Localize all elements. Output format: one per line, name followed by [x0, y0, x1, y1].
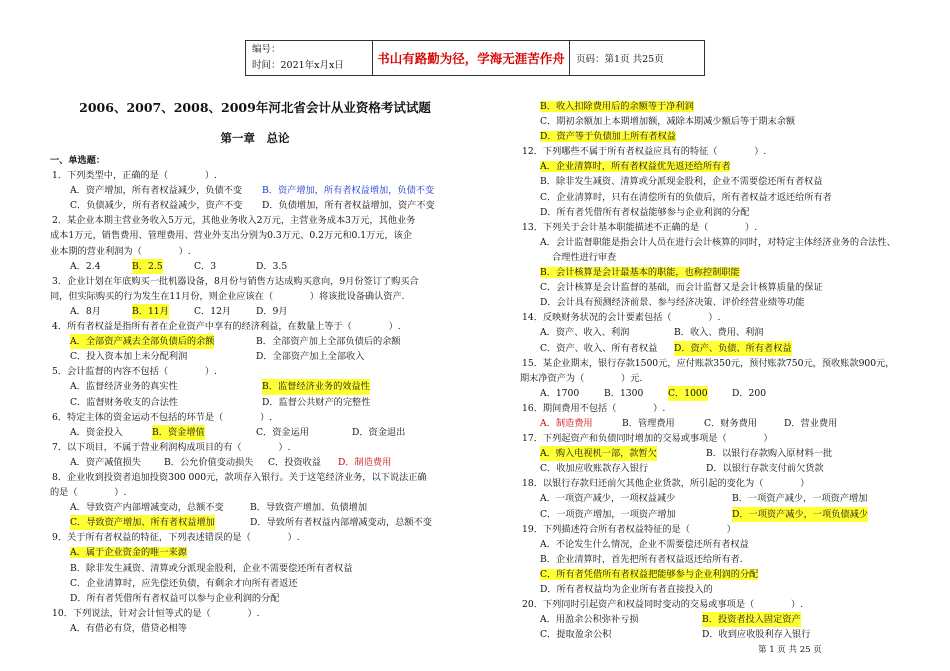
option: D．所有者权益均为企业所有者直接投入的 — [540, 584, 713, 595]
option-row — [520, 612, 918, 627]
answer-option: A．企业清算时，所有者权益优先返还给所有者 — [540, 161, 731, 173]
option: C．企业清算时，只有在清偿所有的负债后，所有者权益才返还给所有者 — [540, 191, 832, 203]
option: A．导致资产内部增减变动，总额不变 — [70, 502, 224, 514]
time-label: 时间：2021年x月x日 — [252, 60, 344, 71]
option-row — [520, 341, 918, 356]
question-line: 业本期的营业利润为（ ）. — [50, 245, 191, 257]
question: 18．以银行存款归还前欠其他企业货款，所引起的变化为（ ） — [522, 478, 810, 490]
option-row — [50, 455, 460, 470]
option-row — [50, 425, 460, 440]
option-row — [520, 491, 918, 506]
page-label: 页码：第1页 共25页 — [576, 54, 664, 65]
option: B．一项资产减少，一项资产增加 — [732, 493, 868, 505]
option: C．资产、收入、所有者权益 — [540, 342, 658, 354]
option: C．负债减少，所有者权益减少，资产不变 — [70, 200, 243, 212]
option-row — [50, 259, 460, 274]
option: C．会计核算是会计监督的基础，而会计监督又是会计核算质量的保证 — [540, 282, 823, 294]
question: 16．期间费用不包括（ ）. — [522, 402, 666, 414]
option: D．营业费用 — [784, 417, 838, 429]
option: A．资产、收入、利润 — [540, 327, 630, 339]
option: A．会计监督职能是指会计人员在进行会计核算的同时，对特定主体经济业务的合法性、 — [540, 236, 896, 248]
question: 12．下列哪些不属于所有者权益应具有的特征（ ）. — [522, 146, 767, 158]
option: B．以银行存款购入原材料一批 — [706, 448, 833, 460]
option: C．投入资本加上未分配利润 — [70, 351, 188, 363]
option: C．期初余额加上本期增加额，减除本期减少额后等于期末余额 — [540, 116, 796, 128]
answer-option: C．1000 — [668, 386, 708, 401]
option: D．资金退出 — [352, 426, 406, 438]
option: B．除非发生减资、清算或分派现金股利，企业不需要偿还所有者权益 — [70, 562, 353, 574]
answer-option: B．资金增值 — [152, 425, 205, 440]
answer-option: A．属于企业资金的唯一来源 — [70, 547, 187, 559]
answer-option: A．全部资产减去全部负债后的余额 — [70, 334, 214, 349]
option: D．监督公共财产的完整性 — [262, 396, 371, 408]
option: C．投资收益 — [268, 456, 321, 468]
option-row — [50, 349, 460, 364]
question-line: 同，但实际购买的行为发生在11月份，则企业应该在（ ）将该批设备确认资产. — [50, 290, 405, 302]
question: 20．下列同时引起资产和权益同时变动的交易或事项是（ ）. — [522, 599, 804, 611]
option: D．会计具有预测经济前景、参与经济决策、评价经营业绩等功能 — [540, 297, 805, 309]
option: A．1700 — [540, 387, 580, 399]
section-heading: 一、单选题： — [50, 155, 106, 166]
question-line: 成本1万元，销售费用、管理费用、营业外支出分别为0.3万元、0.2万元和0.1万元，该企 — [50, 230, 413, 242]
answer-option: A．购入电视机一部，款暂欠 — [540, 446, 657, 461]
answer-option: B．投资者投入固定资产 — [702, 612, 801, 627]
question: 14．反映财务状况的会计要素包括（ ）. — [522, 312, 721, 324]
option: A．有借必有贷，借贷必相等 — [70, 622, 187, 634]
option-row — [50, 304, 460, 319]
option-row — [50, 515, 460, 530]
page-header — [245, 40, 705, 76]
option: A．资金投入 — [70, 426, 123, 438]
option-row — [50, 198, 460, 213]
question-line: 期末净资产为（ ）元. — [520, 372, 643, 384]
option: C．财务费用 — [704, 417, 757, 429]
question: 17．下列起资产和负债同时增加的交易或事项是（ ） — [522, 433, 773, 445]
page-footer: 第 1 页 共 25 页 — [758, 645, 822, 655]
option: A．一项资产减少，一项权益减少 — [540, 493, 676, 505]
answer-option: D．制造费用 — [338, 456, 392, 468]
option: D．导致所有者权益内部增减变动，总额不变 — [250, 517, 432, 529]
option-row — [520, 416, 918, 431]
answer-option: C．所有者凭借所有者权益把能够参与企业利润的分配 — [540, 568, 759, 580]
option-row — [50, 395, 460, 410]
question: 6．特定主体的资金运动不包括的环节是（ ）. — [52, 411, 273, 423]
option: B．1300 — [604, 387, 644, 399]
question-line: 2．某企业本期主营业务收入5万元，其他业务收入2万元，主营业务成本3万元，其他业务 — [52, 215, 416, 227]
answer-option: B．监督经济业务的效益性 — [262, 379, 370, 394]
option: A．不论发生什么情况，企业不需要偿还所有者权益 — [540, 538, 749, 550]
question: 1．下列类型中，正确的是（ ）. — [52, 170, 217, 182]
answer-option: D．资产等于负债加上所有者权益 — [540, 131, 676, 143]
chapter-title: 第一章 总论 — [220, 131, 290, 145]
question: 4．所有者权益是指所有者在企业资产中享有的经济利益，在数量上等于（ ）. — [52, 321, 401, 333]
question: 19．下列描述符合所有者权益特征的是（ ） — [522, 523, 736, 535]
header-meta — [246, 41, 373, 75]
option: D．负债增加，所有者权益增加，资产不变 — [262, 200, 435, 212]
question: 13．下列关于会计基本职能描述不正确的是（ ）. — [522, 221, 758, 233]
option-row — [520, 627, 918, 642]
option: A．监督经济业务的真实性 — [70, 381, 178, 393]
document-title: 2006、2007、2008、2009年河北省会计从业资格考试试题 — [79, 100, 431, 115]
answer-option: D．资产、负债、所有者权益 — [674, 341, 792, 356]
option: A．8月 — [70, 305, 101, 317]
option: B．除非发生减资、清算或分派现金股利，企业不需要偿还所有者权益 — [540, 176, 823, 188]
option-row — [520, 461, 918, 476]
option: C．提取盈余公积 — [540, 629, 612, 641]
option: A．用盈余公积弥补亏损 — [540, 614, 639, 626]
option: B．导致资产增加、负债增加 — [250, 502, 368, 514]
question-line: 8．企业收到投资者追加投资300 000元，款项存入银行。关于这笔经济业务，以下说法正确 — [52, 471, 427, 483]
option-continued: 合理性进行审查 — [552, 251, 617, 263]
option: A．2.4 — [70, 260, 101, 272]
option-row — [520, 507, 918, 522]
answer-option: B．2.5 — [132, 259, 163, 274]
option: C．企业清算时，应先偿还负债，有剩余才向所有者返还 — [70, 577, 298, 589]
option: A．资产减值损失 — [70, 456, 141, 468]
question-line: 15．某企业期末，银行存款1500元，应付账款350元，预付账款750元，预收账款900元， — [522, 357, 895, 369]
option: C．一项资产增加，一项资产增加 — [540, 508, 676, 520]
answer-option: D．一项资产减少，一项负债减少 — [732, 507, 868, 522]
option: B．全部资产加上全部负债后的余额 — [256, 336, 401, 348]
option: C．12月 — [194, 305, 232, 317]
option-row — [520, 446, 918, 461]
option-row — [520, 386, 918, 401]
option: D．所有者凭借所有者权益可以参与企业利润的分配 — [70, 592, 280, 604]
option-row — [520, 325, 918, 340]
option: B．公允价值变动损失 — [164, 456, 254, 468]
answer-option: B．会计核算是会计最基本的职能，也称控制职能 — [540, 267, 740, 279]
answer-option: C．导致资产增加、所有者权益增加 — [70, 515, 215, 530]
motto: 书山有路勤为径，学海无涯苦作舟 — [373, 41, 570, 75]
option: C．资金运用 — [256, 426, 309, 438]
option: C．监督财务收支的合法性 — [70, 396, 179, 408]
option: B．收入扣除费用后的余额等于净利润 — [540, 101, 694, 112]
left-column — [50, 99, 460, 636]
option: B．管理费用 — [622, 417, 675, 429]
option-row — [50, 500, 460, 515]
option-row — [50, 334, 460, 349]
option: D．9月 — [256, 305, 288, 317]
option: D．全部资产加上全部收入 — [256, 351, 365, 363]
option: C．3 — [194, 260, 217, 272]
number-label: 编号： — [252, 44, 281, 55]
option: B．收入、费用、利润 — [674, 327, 764, 339]
right-column — [520, 99, 918, 642]
option: B．企业清算时，首先把所有者权益返还给所有者. — [540, 553, 743, 565]
option: D．所有者凭借所有者权益能够参与企业利润的分配 — [540, 206, 750, 218]
option: D．以银行存款支付前欠货款 — [706, 463, 824, 475]
answer-option: B．11月 — [132, 304, 169, 319]
option: A．资产增加，所有者权益减少，负债不变 — [70, 185, 243, 197]
answer-option: A．制造费用 — [540, 417, 593, 429]
question-line: 3．企业计划在年底购买一批机器设备，8月份与销售方达成购买意向，9月份签订了购买合 — [52, 275, 419, 287]
option: B．资产增加，所有者权益增加，负债不变 — [262, 185, 435, 197]
option: D．200 — [732, 387, 767, 399]
option: C．收加应收账款存入银行 — [540, 463, 649, 475]
question: 10．下列说法，针对会计恒等式的是（ ）. — [52, 607, 260, 619]
option-row — [50, 379, 460, 394]
question: 5．会计监督的内容不包括（ ）. — [52, 366, 217, 378]
option: D．3.5 — [256, 260, 288, 272]
question-line: 的是（ ）. — [50, 487, 127, 499]
question: 9．关于所有者权益的特征，下列表述错误的是（ ）. — [52, 532, 300, 544]
option: D．收到应收股利存入银行 — [702, 629, 811, 641]
option-row — [50, 183, 460, 198]
question: 7．以下项目，不属于营业利润构成项目的有（ ）. — [52, 441, 291, 453]
